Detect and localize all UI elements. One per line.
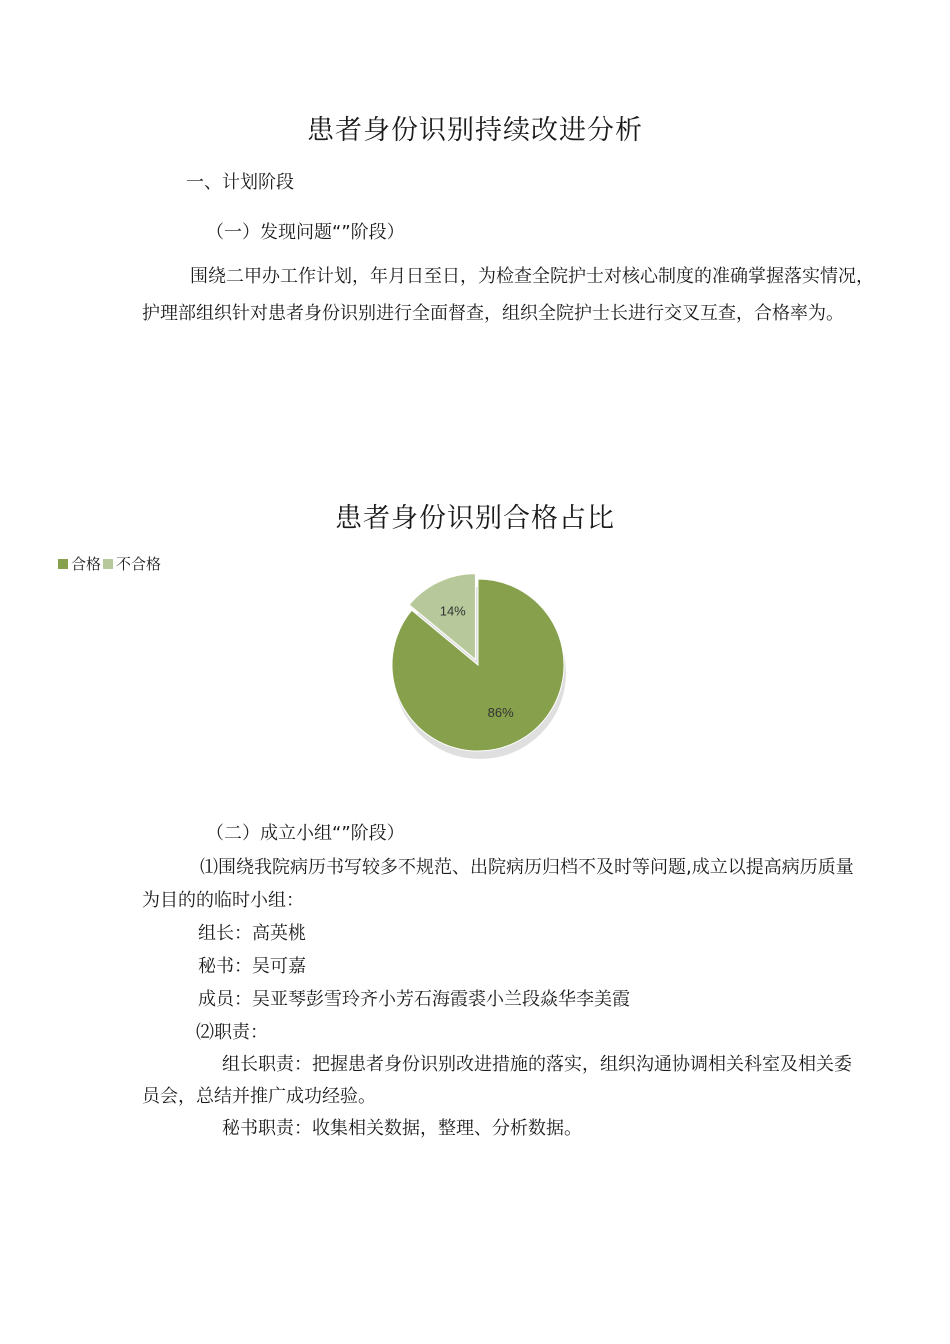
document-title: 患者身份识别持续改进分析	[307, 115, 643, 146]
legend-item-fail	[103, 553, 161, 574]
paragraph-1-line-1: 围绕二甲办工作计划，年月日至日，为检查全院护士对核心制度的准确掌握落实情况，	[190, 266, 874, 287]
team-leader: 组长：高英桃	[198, 923, 306, 944]
pie-label-pass: 86%	[487, 705, 514, 721]
legend-swatch-fail	[103, 559, 113, 569]
chart-legend	[58, 553, 163, 574]
leader-duty-line-2: 员会，总结并推广成功经验。	[142, 1086, 376, 1107]
legend-item-pass	[58, 553, 101, 574]
legend-swatch-pass	[58, 559, 68, 569]
pie-label-fail: 14%	[439, 603, 466, 619]
duties-heading: ⑵职责：	[196, 1022, 268, 1043]
chart-title: 患者身份识别合格占比	[335, 503, 615, 534]
subsection-heading-form-team: （二）成立小组“”阶段）	[206, 823, 405, 844]
section-heading-plan: 一、计划阶段	[186, 172, 294, 193]
subsection-heading-find-problem: （一）发现问题“”阶段）	[206, 222, 405, 243]
secretary-duty: 秘书职责：收集相关数据，整理、分析数据。	[222, 1118, 582, 1139]
legend-label-pass: 合格	[71, 555, 102, 573]
paragraph-1-line-2: 护理部组织针对患者身份识别进行全面督查，组织全院护士长进行交叉互查，合格率为。	[142, 303, 844, 324]
pie-chart	[380, 560, 580, 760]
team-secretary: 秘书：吴可嘉	[198, 956, 306, 977]
leader-duty-line-1: 组长职责：把握患者身份识别改进措施的落实，组织沟通协调相关科室及相关委	[222, 1054, 852, 1075]
paragraph-2-line-1: ⑴围绕我院病历书写较多不规范、出院病历归档不及时等问题,成立以提高病历质量	[200, 857, 854, 878]
team-members: 成员：吴亚琴彭雪玲齐小芳石海霞裘小兰段焱华李美霞	[198, 989, 630, 1010]
legend-label-fail: 不合格	[116, 555, 162, 573]
paragraph-2-line-2: 为目的的临时小组：	[142, 890, 304, 911]
